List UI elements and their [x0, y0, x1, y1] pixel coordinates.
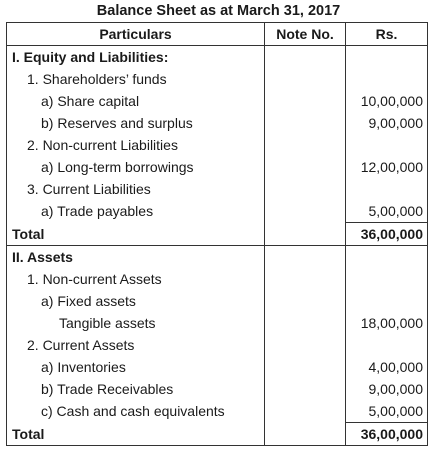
row-amount: 18,00,000 — [346, 312, 428, 334]
row-particulars: Total — [7, 423, 265, 446]
table-row — [7, 268, 428, 290]
row-note-no — [265, 400, 346, 423]
table-body — [7, 46, 428, 446]
row-amount — [346, 178, 428, 200]
row-particulars: a) Trade payables — [7, 200, 265, 223]
table-row — [7, 156, 428, 178]
balance-sheet-table — [6, 22, 428, 446]
row-particulars: 2. Current Assets — [7, 334, 265, 356]
row-note-no — [265, 423, 346, 446]
row-amount: 5,00,000 — [346, 200, 428, 223]
row-particulars: 1. Shareholders’ funds — [7, 68, 265, 90]
header-row — [7, 23, 428, 46]
row-note-no — [265, 178, 346, 200]
total-row — [7, 423, 428, 446]
table-row — [7, 290, 428, 312]
row-amount — [346, 290, 428, 312]
row-particulars: 3. Current Liabilities — [7, 178, 265, 200]
header-particulars: Particulars — [7, 23, 265, 46]
row-particulars: b) Reserves and surplus — [7, 112, 265, 134]
row-amount — [346, 268, 428, 290]
table-row — [7, 200, 428, 223]
row-note-no — [265, 156, 346, 178]
table-row — [7, 134, 428, 156]
row-note-no — [265, 334, 346, 356]
page-title: Balance Sheet as at March 31, 2017 — [96, 3, 341, 19]
row-particulars: b) Trade Receivables — [7, 378, 265, 400]
row-particulars: II. Assets — [7, 246, 265, 269]
row-amount — [346, 246, 428, 269]
table-row — [7, 312, 428, 334]
table-row — [7, 90, 428, 112]
table-row — [7, 178, 428, 200]
row-amount — [346, 68, 428, 90]
row-particulars: a) Fixed assets — [7, 290, 265, 312]
row-note-no — [265, 356, 346, 378]
row-particulars: c) Cash and cash equivalents — [7, 400, 265, 423]
row-note-no — [265, 46, 346, 69]
row-particulars: Tangible assets — [7, 312, 265, 334]
total-row — [7, 223, 428, 246]
table-row — [7, 246, 428, 269]
row-note-no — [265, 246, 346, 269]
table-row — [7, 46, 428, 69]
row-particulars: a) Long-term borrowings — [7, 156, 265, 178]
row-amount: 9,00,000 — [346, 378, 428, 400]
table-row — [7, 400, 428, 423]
total-amount: 36,00,000 — [346, 423, 428, 446]
row-amount: 4,00,000 — [346, 356, 428, 378]
row-note-no — [265, 268, 346, 290]
row-amount: 5,00,000 — [346, 400, 428, 423]
row-particulars: a) Share capital — [7, 90, 265, 112]
table-row — [7, 68, 428, 90]
header-amount: Rs. — [346, 23, 428, 46]
table-row — [7, 334, 428, 356]
total-amount: 36,00,000 — [346, 223, 428, 246]
row-amount — [346, 334, 428, 356]
row-amount: 9,00,000 — [346, 112, 428, 134]
row-note-no — [265, 290, 346, 312]
row-particulars: 1. Non-current Assets — [7, 268, 265, 290]
row-note-no — [265, 200, 346, 223]
row-particulars: I. Equity and Liabilities: — [7, 46, 265, 69]
row-amount: 10,00,000 — [346, 90, 428, 112]
row-note-no — [265, 134, 346, 156]
row-particulars: a) Inventories — [7, 356, 265, 378]
table-row — [7, 112, 428, 134]
row-note-no — [265, 68, 346, 90]
row-particulars: Total — [7, 223, 265, 246]
row-amount — [346, 134, 428, 156]
header-note-no: Note No. — [265, 23, 346, 46]
table-row — [7, 378, 428, 400]
table-row — [7, 356, 428, 378]
row-particulars: 2. Non-current Liabilities — [7, 134, 265, 156]
row-note-no — [265, 112, 346, 134]
row-note-no — [265, 378, 346, 400]
row-amount — [346, 46, 428, 69]
row-amount: 12,00,000 — [346, 156, 428, 178]
row-note-no — [265, 90, 346, 112]
row-note-no — [265, 312, 346, 334]
row-note-no — [265, 223, 346, 246]
